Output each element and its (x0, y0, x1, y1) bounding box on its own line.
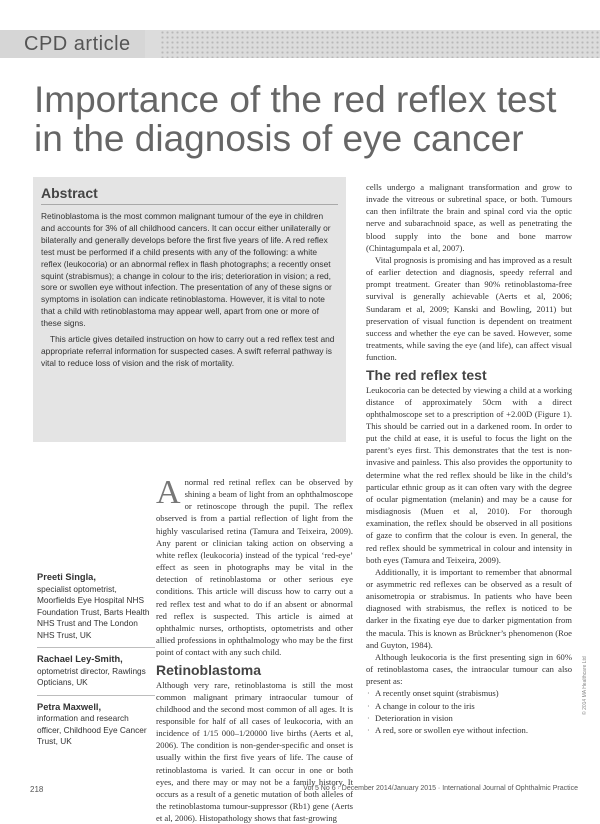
symptom-list (366, 687, 572, 736)
body-paragraph: Although leukocoria is the first presenting sign in 60% of retinoblastoma cases, the intraocular tumour can also present as: (366, 651, 572, 687)
author-affiliation: optometrist director, Rawlings Opticians, UK (37, 666, 155, 689)
author-entry (37, 702, 155, 748)
body-paragraph: Vital prognosis is promising and has improved as a result of earlier detection and diagnosis, speedy referral and prompt treatment. Greater than 90% retinoblastoma-free survival is generally achievable (Aerts et al, 2006; Sundaram et al, 2009; Kanski and Bowling, 2011) but preservation of visual function is dependent on treatment success and whether the eye can be saved. However, some treatments, while saving the eye (and life), can affect visual function. (366, 254, 572, 363)
section-heading-retinoblastoma: Retinoblastoma (156, 664, 353, 676)
abstract-box (33, 177, 346, 442)
journal-info: Vol 5 No 6 · December 2014/January 2015 · International Journal of Ophthalmic Practice (303, 785, 578, 792)
drop-cap: A (156, 478, 181, 508)
page-number: 218 (30, 785, 43, 794)
column-right (366, 181, 572, 736)
author-entry (37, 654, 155, 689)
copyright-notice: © 2014 MA Healthcare Ltd (582, 635, 588, 715)
section-heading-red-reflex: The red reflex test (366, 369, 572, 381)
author-name: Petra Maxwell, (37, 702, 155, 714)
retinoblastoma-paragraph: Although very rare, retinoblastoma is still the most common malignant primary intraocular tumour of childhood and the second most common of all ages. It is responsible for half of all cases of leukocoria, with an incidence of 1/15 000–1/20000 live births (Aerts et al, 2006). The condition is non-gender-specific and onset is usually within the first five years of life. The cause of retinoblastoma is varied. It can occur in one or both eyes, and there may or may not be a family history. It occurs as a result of a genetic mutation of both alleles of the retinoblastoma tumour-suppressor (Rb1) gene (Aerts et al, 2006). Histopathology shows that fast-growing (156, 679, 353, 824)
abstract-paragraph: This article gives detailed instruction on how to carry out a red reflex test and appropriate referral information for suspected cases. A swift referral pathway is vital to reduce loss of vision and the risk of mortality. (41, 334, 338, 370)
list-item: · A recently onset squint (strabismus) (366, 687, 572, 699)
author-affiliation: information and research officer, Childhood Eye Cancer Trust, UK (37, 713, 155, 748)
body-paragraph: Additionally, it is important to remember that abnormal or asymmetric red reflexes can be observed as a result of anisometropia or strabismus. In patients who have been diagnosed with strabismus, the reflex is noticed to be darker in the fixating eye due to darker pigmentation from the macula. This is known as Brückner’s phenomenon (Roe and Guyton, 1984). (366, 566, 572, 651)
intro-paragraph (156, 476, 353, 658)
list-item: · Deterioration in vision (366, 712, 572, 724)
abstract-paragraph: Retinoblastoma is the most common malignant tumour of the eye in children and accounts for 3% of all childhood cancers. It can occur either unilaterally or bilaterally and generally develops before the first five years of life. A red reflex test must be performed if a child presents with any of the following: a white reflex (leukocoria) or an abnormal reflex in flash photographs; a recently onset squint (strabismus); a change in colour to the iris; deterioration in vision; a red, sore or swollen eye without infection. The presentation of any of these signs or symptoms in isolation can indicate retinoblastoma. However, it is vital to note that a child with retinoblastoma may appear well, apart from one or more of these signs. (41, 211, 338, 330)
dot-pattern (160, 30, 600, 58)
body-paragraph: Leukocoria can be detected by viewing a child at a working distance of approximately 50cm with a direct ophthalmoscope set to a prescription of +2.00D (Figure 1). This should be carried out in a darkened room. In order to put the child at ease, it is useful to focus the light on the parent’s eyes first. This demonstrates that the test is non-invasive and painless. This also provides the opportunity to determine what the red reflex should be like in the child’s particular ethnic group as it can often vary with the degree of ocular pigmentation (melanin) and may be a cause for misdiagnosis (Muen et al, 2010). For thorough examination, the reflex should be observed in all positions of gaze to confirm that the colour is even. In general, the red reflex should be symmetrical in colour and intensity in both eyes (Tamura and Teixeira, 2009). (366, 384, 572, 566)
intro-text: normal red retinal reflex can be observed by shining a beam of light from an ophthalmoscope or retinoscope through the pupil. The reflex observed is from a partial reflection of light from the highly vascularised retina (Tamura and Teixeira, 2009). Any parent or clinician taking action on observing a white reflex (leukocoria) instead of the typical ‘red-eye’ effect as seen in photographs may be vital in the detection of retinoblastoma or other serious eye conditions. This article will discuss how to carry out a red reflex test and what to do if an absent or abnormal red reflex is suspected. This article is aimed at ophthalmic nurses, orthoptists, optometrists and other allied professions in ophthalmology who may be the first point of contact with any such child. (156, 477, 353, 657)
author-name: Preeti Singla, (37, 572, 155, 584)
divider (37, 695, 155, 696)
author-sidebar (37, 572, 155, 756)
body-paragraph: cells undergo a malignant transformation and grow to invade the vitreous or subretinal space, or both. Tumours can then infiltrate the brain and spinal cord via the optic nerve and subarachnoid space, as well as penetrating the blood supply into the bone and bone marrow (Chintagumpala et al, 2007). (366, 181, 572, 254)
abstract-heading: Abstract (41, 185, 338, 205)
author-affiliation: specialist optometrist, Moorfields Eye Hospital NHS Foundation Trust, Barts Health NHS Trust and The London NHS Trust, UK (37, 584, 155, 642)
divider (37, 647, 155, 648)
author-name: Rachael Ley-Smith, (37, 654, 155, 666)
list-item: · A change in colour to the iris (366, 700, 572, 712)
list-item: · A red, sore or swollen eye without infection. (366, 724, 572, 736)
article-title: Importance of the red reflex test in the diagnosis of eye cancer (34, 80, 574, 158)
author-entry (37, 572, 155, 641)
section-label: CPD article (0, 30, 145, 58)
column-middle (156, 476, 353, 824)
